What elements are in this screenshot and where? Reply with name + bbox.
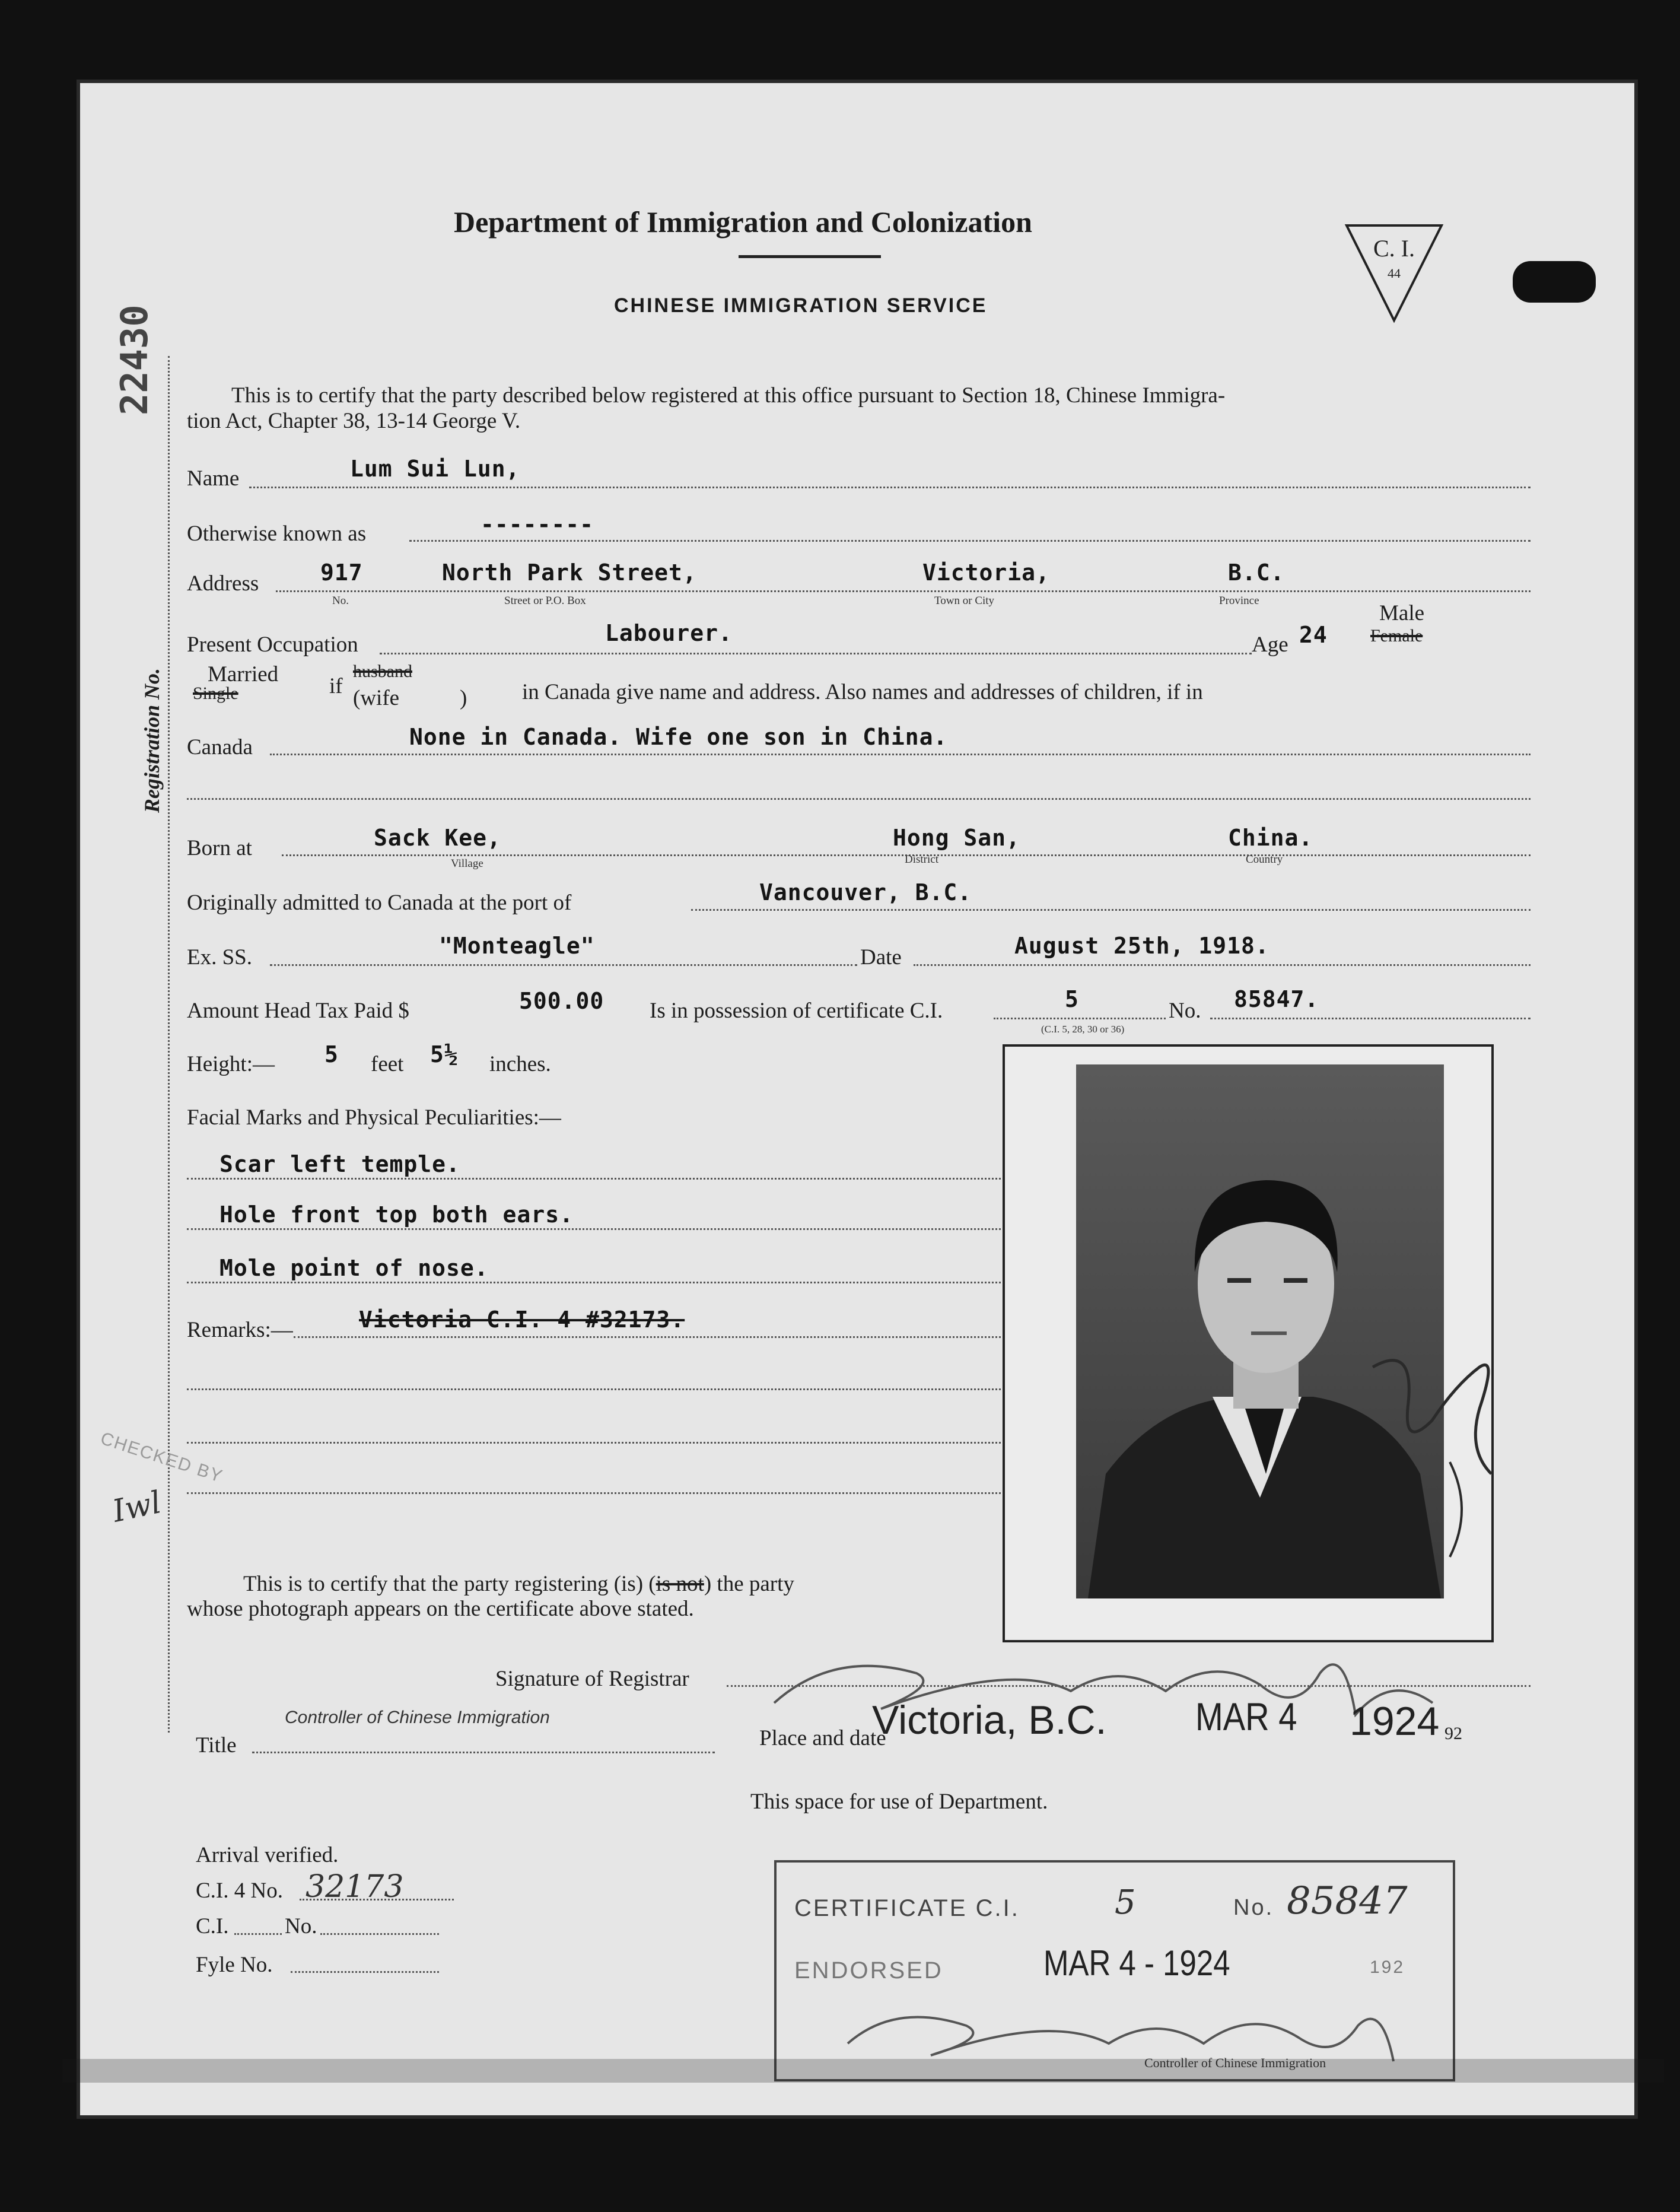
born-village: Sack Kee, — [374, 825, 501, 851]
title-label: Title — [196, 1733, 237, 1757]
ci4-value: 32173 — [306, 1869, 404, 1905]
admitted-label: Originally admitted to Canada at the port of — [187, 891, 572, 915]
form-triangle-badge — [1341, 220, 1447, 326]
wife-option: (wife — [353, 686, 400, 710]
date-value: August 25th, 1918. — [1014, 933, 1269, 959]
photo-certify-line2: whose photograph appears on the certificate above stated. — [187, 1597, 694, 1621]
form-number: 44 — [1388, 266, 1401, 281]
facial-mark-2: Hole front top both ears. — [219, 1202, 574, 1228]
occupation-label: Present Occupation — [187, 633, 358, 657]
possession-label: Is in possession of certificate C.I. — [650, 999, 943, 1023]
facial-line-1 — [187, 1178, 1011, 1180]
signature-label: Signature of Registrar — [495, 1667, 689, 1691]
admitted-port: Vancouver, B.C. — [759, 879, 972, 905]
place-date-label: Place and date — [759, 1726, 886, 1750]
alias-value: -------- — [481, 511, 594, 538]
title-line — [252, 1752, 715, 1753]
address-province-caption: Province — [1219, 595, 1259, 607]
village-caption: Village — [451, 857, 483, 870]
stamp-endorsed-date: MAR 4 - 1924 — [1043, 1943, 1230, 1983]
stamp-endorsed-label: ENDORSED — [794, 1957, 943, 1984]
address-no-caption: No. — [332, 595, 349, 607]
alias-line — [409, 540, 1531, 542]
remarks-line-1 — [294, 1336, 1011, 1338]
name-line — [249, 487, 1531, 488]
facial-label: Facial Marks and Physical Peculiarities:— — [187, 1105, 561, 1130]
born-country: China. — [1228, 825, 1313, 851]
service-title: CHINESE IMMIGRATION SERVICE — [614, 294, 988, 317]
ci-no-line — [1210, 1018, 1531, 1019]
remarks-line-4 — [187, 1492, 1011, 1494]
tax-label: Amount Head Tax Paid $ — [187, 999, 409, 1023]
facial-mark-3: Mole point of nose. — [219, 1255, 489, 1281]
address-street: North Park Street, — [442, 560, 697, 586]
occupation-line — [380, 653, 1252, 654]
close-paren: ) — [460, 686, 467, 710]
ss-value: "Monteagle" — [439, 933, 595, 959]
born-label: Born at — [187, 836, 252, 860]
country-caption: Country — [1246, 853, 1283, 866]
canada-value: None in Canada. Wife one son in China. — [409, 724, 948, 750]
husband-struck: husband — [353, 662, 412, 681]
address-town: Victoria, — [922, 560, 1050, 586]
name-label: Name — [187, 466, 240, 491]
height-inches: 5½ — [430, 1041, 459, 1067]
stamp-year-prefix: 192 — [1370, 1957, 1405, 1977]
stamp-no-label: No. — [1233, 1895, 1274, 1920]
registration-label: Registration No. — [140, 668, 164, 813]
photo-certify-text: This is to certify that the party registering (is) ( — [243, 1572, 656, 1596]
canada-label: Canada — [187, 735, 253, 759]
alias-label: Otherwise known as — [187, 522, 367, 546]
arrival-ci-line — [234, 1933, 282, 1935]
canada-line — [270, 754, 1531, 755]
height-label: Height:— — [187, 1052, 275, 1076]
address-province: B.C. — [1228, 560, 1285, 586]
address-street-caption: Street or P.O. Box — [504, 595, 586, 607]
stamp-number: 85847 — [1287, 1879, 1408, 1923]
remarks-label: Remarks:— — [187, 1318, 293, 1342]
date-stamp: MAR 4 — [1195, 1695, 1297, 1739]
ci4-label: C.I. 4 No. — [196, 1879, 283, 1903]
certificate-paper — [80, 83, 1634, 2115]
year-suffix: 92 — [1444, 1724, 1462, 1743]
feet-label: feet — [371, 1052, 404, 1076]
arrival-verified-label: Arrival verified. — [196, 1843, 339, 1867]
margin-initials: Iwl — [109, 1485, 165, 1530]
fyle-label: Fyle No. — [196, 1953, 273, 1977]
address-town-caption: Town or City — [934, 595, 995, 607]
certify-intro-line1: This is to certify that the party described below registered at this office pursuant to Section 18, Chinese Immigra- — [231, 383, 1226, 408]
endorsement-stamp — [774, 1860, 1455, 2081]
address-line — [276, 590, 1531, 592]
canada-line-2 — [187, 798, 1531, 800]
facial-line-2 — [187, 1228, 1011, 1230]
stamp-ci-value: 5 — [1115, 1883, 1136, 1922]
no-label: No. — [1169, 999, 1201, 1023]
married-label: Married — [208, 662, 279, 687]
ci-caption: (C.I. 5, 28, 30 or 36) — [1041, 1024, 1125, 1035]
left-margin-line — [168, 356, 170, 1733]
sex-struck: Female — [1370, 626, 1423, 646]
admitted-line — [691, 909, 1531, 911]
address-label: Address — [187, 571, 259, 596]
facial-line-3 — [187, 1282, 1011, 1283]
address-number: 917 — [320, 560, 363, 586]
remarks-value: Victoria C.I. 4 #32173. — [359, 1307, 685, 1333]
photo-signature-scrawl — [1361, 1331, 1515, 1581]
facial-mark-1: Scar left temple. — [219, 1151, 460, 1177]
ci-value: 5 — [1065, 986, 1079, 1012]
age-value: 24 — [1299, 622, 1328, 648]
is-not-struck: is not — [656, 1572, 704, 1596]
arrival-no-line — [320, 1933, 439, 1935]
canada-instructions: in Canada give name and address. Also names and addresses of children, if in — [522, 680, 1203, 704]
name-value: Lum Sui Lun, — [350, 456, 520, 482]
stamp-footer: Controller of Chinese Immigration — [1144, 2055, 1326, 2070]
photo-frame — [1003, 1044, 1494, 1642]
photo-certify-end: ) the party — [704, 1572, 794, 1596]
born-district: Hong San, — [893, 825, 1020, 851]
ci-line — [994, 1018, 1166, 1019]
place-value: Victoria, B.C. — [872, 1698, 1107, 1743]
scan-shadow — [62, 2059, 1664, 2083]
form-code: C. I. — [1373, 235, 1415, 262]
arrival-no-label: No. — [285, 1914, 317, 1938]
arrival-ci-label: C.I. — [196, 1914, 229, 1938]
age-label: Age — [1252, 633, 1288, 657]
ci-no-value: 85847. — [1234, 986, 1319, 1012]
year-stamp: 1924 — [1350, 1699, 1440, 1744]
registration-number: 22430 — [113, 304, 156, 415]
stamp-certificate-label: CERTIFICATE C.I. — [794, 1895, 1020, 1921]
ss-label: Ex. SS. — [187, 945, 253, 970]
sex-selected: Male — [1379, 601, 1425, 625]
ci4-line — [300, 1899, 454, 1900]
occupation-value: Labourer. — [605, 620, 733, 646]
photo-certify-line1 — [243, 1571, 794, 1597]
remarks-line-2 — [187, 1388, 1011, 1390]
department-space-label: This space for use of Department. — [750, 1790, 1048, 1814]
clip-mark — [1513, 261, 1596, 303]
date-label: Date — [860, 945, 902, 970]
ss-line — [270, 964, 857, 966]
district-caption: District — [905, 853, 938, 866]
inches-label: inches. — [489, 1052, 551, 1076]
tax-value: 500.00 — [519, 988, 604, 1014]
height-feet: 5 — [324, 1041, 339, 1067]
if-label: if — [329, 674, 343, 698]
certify-intro-line2: tion Act, Chapter 38, 13-14 George V. — [187, 409, 521, 433]
header-rule — [739, 255, 881, 258]
checked-by-stamp: CHECKED BY — [98, 1428, 226, 1487]
remarks-line-3 — [187, 1442, 1011, 1444]
department-title: Department of Immigration and Colonization — [454, 205, 1032, 239]
fyle-line — [291, 1971, 439, 1973]
date-line — [914, 964, 1531, 966]
single-struck: Single — [193, 684, 238, 703]
title-value: Controller of Chinese Immigration — [285, 1708, 550, 1727]
